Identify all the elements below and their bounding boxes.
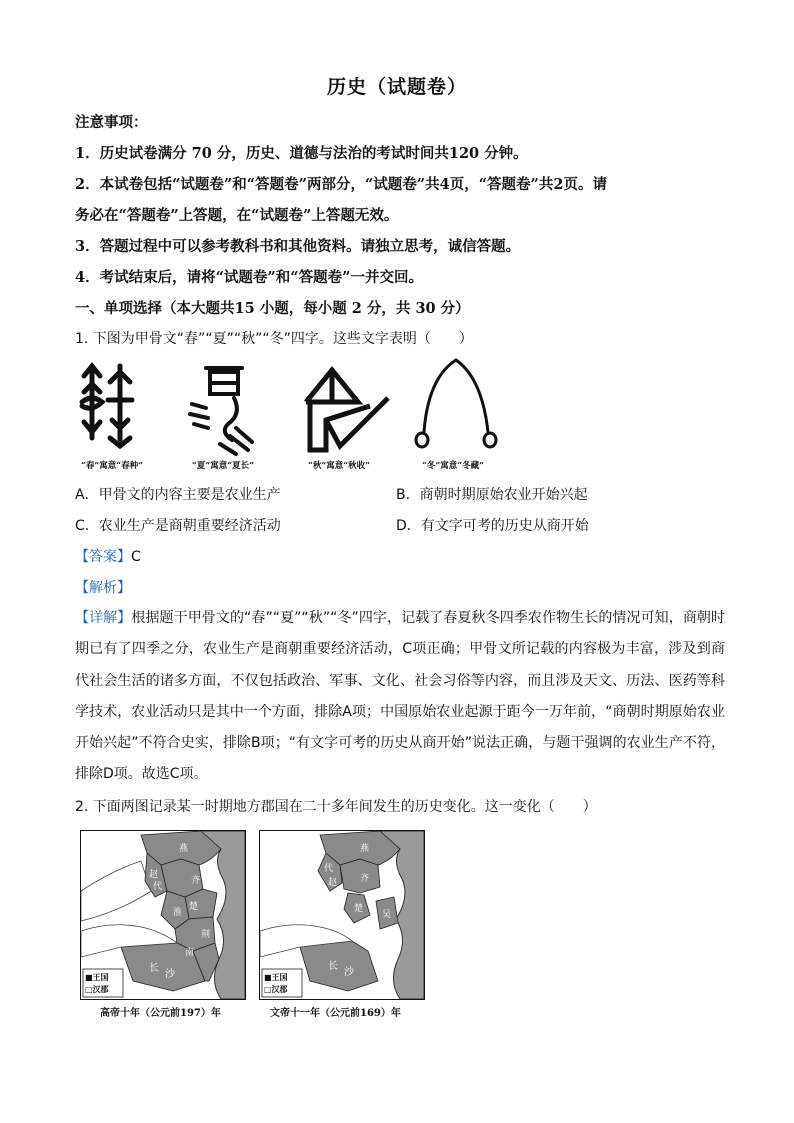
map2-legend-kingdom: ■王国 xyxy=(264,972,288,982)
caption-autumn: “秋”寓意“秋收” xyxy=(307,461,371,471)
map-wendi-drawing xyxy=(260,831,424,999)
q1-option-b: B．商朝时期原始农业开始兴起 xyxy=(396,487,588,503)
map2-label-qi: 齐 xyxy=(360,874,370,884)
analysis-tag: 【解析】 xyxy=(75,580,131,596)
oracle-bone-figure xyxy=(70,358,520,468)
notice-item-1: 1．历史试卷满分 70 分，历史、道德与法治的考试时间共120 分钟。 xyxy=(75,145,528,162)
map1-label-zhao: 赵 xyxy=(149,870,159,880)
detail-tag: 【详解】 xyxy=(75,610,132,626)
detail-text: 根据题干甲骨文的“春”“夏”“秋”“冬”四字，记载了春夏秋冬四季农作物生长的情况可知，商朝时期已有了四季之分，农业生产是商朝重要经济活动，C项正确；甲骨文所记载的内容极为丰富，涉及到商代社会生活的诸多方面，不仅包括政治、军事、文化、社会习俗等内容，而且涉及天文、历法、医药等科学技术，农业活动只是其中一个方面，排除A项；中国原始农业起源于距今一万年前，“商朝时期原始农业开始兴起”不符合史实，排除B项；“有文字可考的历史从商开始”说法正确，与题干强调的农业生产不符，排除D项。故选C项。 xyxy=(75,610,726,783)
map2-label-yan: 燕 xyxy=(360,844,370,854)
q1-option-d: D．有文字可考的历史从商开始 xyxy=(396,518,589,534)
caption-summer: “夏”寓意“夏长” xyxy=(191,461,255,471)
section-heading: 一、单项选择（本大题共15 小题，每小题 2 分，共 30 分） xyxy=(75,300,470,317)
map1-label-yan: 燕 xyxy=(179,844,189,854)
notice-heading: 注意事项： xyxy=(75,114,148,131)
map1-label-sha: 沙 xyxy=(165,969,175,980)
notice-item-2: 2．本试卷包括“试题卷”和“答题卷”两部分，“试题卷”共4页，“答题卷”共2页。请 xyxy=(75,176,607,193)
map2-label-chang: 长 xyxy=(328,961,338,972)
map2-label-chu: 楚 xyxy=(354,904,364,914)
page-title: 历史（试题卷） xyxy=(326,76,467,98)
map-wendi xyxy=(259,830,425,1000)
map-gaodi-drawing xyxy=(81,831,245,999)
caption-spring: “春”寓意“春种” xyxy=(80,461,144,471)
map1-label-huai: 淮 xyxy=(173,908,183,918)
q1-answer xyxy=(75,546,141,566)
q1-explanation xyxy=(75,603,725,791)
q1-stem: 1. 下图为甲骨文“春”“夏”“秋”“冬”四字。这些文字表明（ ） xyxy=(75,331,473,347)
answer-tag: 【答案】 xyxy=(75,549,131,565)
map1-label-dai: 代 xyxy=(153,882,163,892)
oracle-winter-glyph xyxy=(416,360,496,447)
map1-label-jing: 荆 xyxy=(201,930,211,940)
map2-legend-commandery: □汉郡 xyxy=(264,984,288,994)
caption-winter: “冬”寓意“冬藏” xyxy=(421,461,485,471)
oracle-summer-glyph xyxy=(190,368,252,454)
map2-label-zhao: 赵 xyxy=(328,878,338,888)
notice-item-4: 4．考试结束后，请将“试题卷”和“答题卷”一并交回。 xyxy=(75,269,423,286)
map2-caption: 文帝十一年（公元前169）年 xyxy=(270,1008,401,1019)
map1-caption: 高帝十年（公元前197）年 xyxy=(100,1008,221,1019)
map1-label-chang: 长 xyxy=(149,963,159,974)
oracle-spring-glyph xyxy=(82,366,132,446)
map1-label-nan: 南 xyxy=(185,948,195,958)
answer-value: C xyxy=(131,549,141,565)
map1-label-qi: 齐 xyxy=(191,876,201,886)
map2-label-dai: 代 xyxy=(324,864,334,874)
q1-option-a: A．甲骨文的内容主要是农业生产 xyxy=(75,487,281,503)
map1-label-chu: 楚 xyxy=(189,902,199,912)
oracle-autumn-glyph xyxy=(306,370,388,450)
map2-label-sha: 沙 xyxy=(344,967,354,978)
map1-legend-kingdom: ■王国 xyxy=(85,972,109,982)
map2-label-wu: 吴 xyxy=(382,910,392,920)
q2-stem: 2. 下面两图记录某一时期地方郡国在二十多年间发生的历史变化。这一变化（ ） xyxy=(75,799,597,815)
map-gaodi xyxy=(80,830,246,1000)
q1-option-c: C．农业生产是商朝重要经济活动 xyxy=(75,518,281,534)
map1-legend-commandery: □汉郡 xyxy=(85,984,109,994)
notice-item-3: 3．答题过程中可以参考教科书和其他资料。请独立思考，诚信答题。 xyxy=(75,238,521,255)
notice-item-2-cont: 务必在“答题卷”上答题，在“试题卷”上答题无效。 xyxy=(75,207,399,224)
